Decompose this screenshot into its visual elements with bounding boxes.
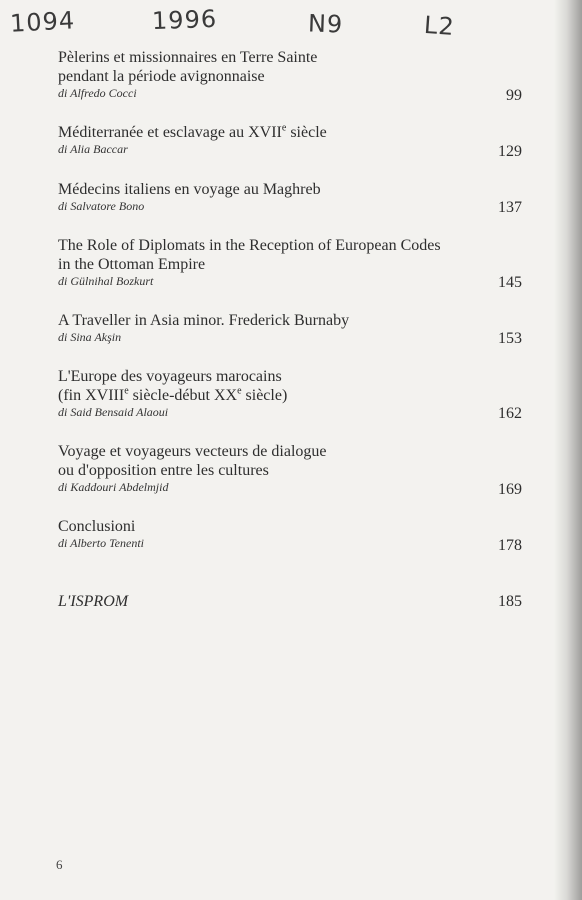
page-edge-shadow [554, 0, 582, 900]
entry-title-line: ou d'opposition entre les cultures [58, 462, 269, 479]
toc-entry [58, 123, 528, 157]
entry-page-number: 137 [498, 199, 522, 216]
entry-page-number: 129 [498, 143, 522, 160]
entry-title-line: Médecins italiens en voyage au Maghreb [58, 181, 321, 198]
toc-entry [58, 367, 528, 420]
entry-title: L'ISPROM [58, 593, 129, 610]
toc-entry [58, 311, 528, 345]
toc-entry [58, 442, 528, 495]
handwritten-note: 1996 [151, 4, 218, 36]
handwritten-note: N9 [307, 9, 344, 39]
entry-author: di Sina Akşin [58, 330, 122, 344]
entry-title-line: pendant la période avignonnaise [58, 68, 265, 85]
entry-page-number: 145 [498, 274, 522, 291]
entry-title-line: A Traveller in Asia minor. Frederick Burnaby [58, 312, 350, 329]
entry-author: di Salvatore Bono [58, 199, 145, 213]
entry-author: di Said Bensaid Alaoui [58, 405, 169, 419]
entry-author: di Gülnihal Bozkurt [58, 274, 154, 288]
entry-page-number: 185 [498, 593, 522, 610]
entry-title-line: in the Ottoman Empire [58, 256, 206, 273]
entry-title-line: Voyage et voyageurs vecteurs de dialogue [58, 443, 327, 460]
toc-entry [58, 180, 528, 214]
entry-title-line: (fin XVIIIe siècle-début XXe siècle) [58, 385, 288, 404]
toc-entry [58, 236, 528, 289]
entry-page-number: 169 [498, 481, 522, 498]
entry-author: di Kaddouri Abdelmjid [58, 480, 169, 494]
folio-page-number: 6 [56, 857, 63, 872]
entry-title-line: The Role of Diplomats in the Reception of European Codes [58, 237, 441, 254]
entry-title: Méditerranée et esclavage au XVIIe siècle [58, 122, 327, 141]
entry-author: di Alfredo Cocci [58, 86, 137, 100]
entry-page-number: 178 [498, 537, 522, 554]
entry-author: di Alia Baccar [58, 142, 128, 156]
entry-title-line: L'Europe des voyageurs marocains [58, 368, 282, 385]
toc-entry [58, 592, 528, 611]
entry-title-line: Conclusioni [58, 518, 136, 535]
handwritten-note: L2 [423, 10, 456, 42]
entry-author: di Alberto Tenenti [58, 536, 145, 550]
handwritten-note: 1094 [9, 6, 76, 38]
toc-entry [58, 517, 528, 551]
entry-page-number: 99 [506, 87, 522, 104]
entry-page-number: 162 [498, 405, 522, 422]
toc-entry [58, 48, 528, 101]
entry-title-line: Pèlerins et missionnaires en Terre Sainte [58, 49, 318, 66]
entry-page-number: 153 [498, 330, 522, 347]
